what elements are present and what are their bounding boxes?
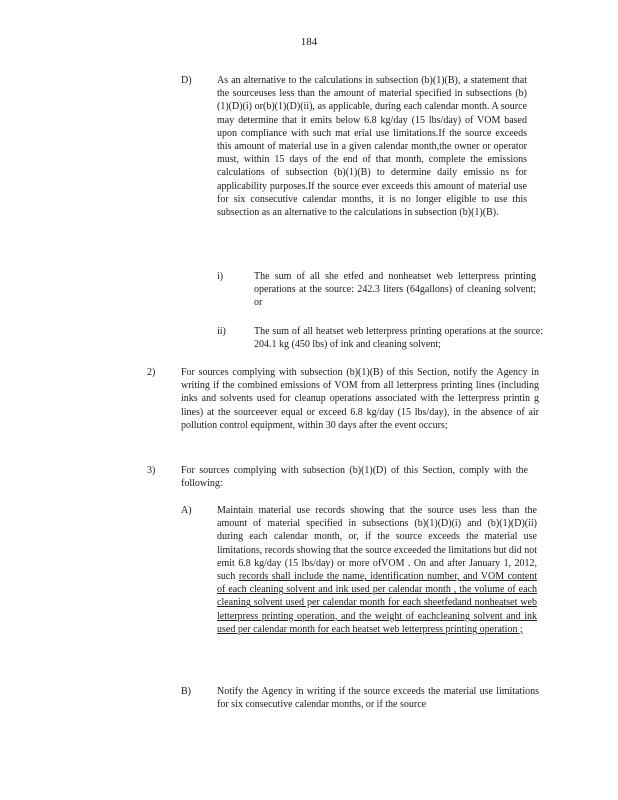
item-d-text: As an alternative to the calculations in subsection (b)(1)(B), a statement that the sourceuses less than the amount of material specified in subsections (b)(1)(D)(i) or(b)(1)(D)(ii), as applicable, during each calendar month. A source may determine that it emits below 6.8 kg/day (15 lbs/day) of VOM based upon compliance with such mat erial use limitations.If the source exceeds this amount of material use in a given calendar month,the owner or operator must, within 15 days of the end of that month, complete the emissions calculations of subsection (b)(1)(B) to determine daily emissio ns for applicability purposes.If the source ever exceeds this amount of material use for six consecutive calendar months, it is no longer eligible to use this subsection as an alternative to the calculations in subsection (b)(1)(B).	[217, 75, 527, 219]
item-3b-text: Notify the Agency in writing if the source exceeds the material use limitations for six consecutive calendar months, or if the source	[217, 686, 539, 711]
item-3-label: 3)	[147, 465, 156, 476]
item-d-ii-text: The sum of all heatset web letterpress printing operations at the source: 204.1 kg (450 lbs) of ink and cleaning solvent;	[254, 326, 543, 351]
item-3a-plain-text: Maintain material use records showing that the source uses less than the amount of material specified in subsections (b)(1)(D)(i) and (b)(1)(D)(ii) during each calendar month, or, if the source exceeds the material use limitations, records showing that the source exceeded the limitations but did not emit 6.8 kg/day (15 lbs/day) or more ofVOM . On and after January 1, 2012, such	[217, 505, 537, 583]
item-d-i-label: i)	[217, 271, 224, 282]
item-d-i-text: The sum of all she etfed and nonheatset web letterpress printing operations at the source: 242.3 liters (64gallons) of cleaning solvent; or	[254, 271, 536, 309]
item-3b-label: B)	[181, 686, 191, 697]
page-number: 184	[300, 36, 318, 48]
item-3-text: For sources complying with subsection (b)(1)(D) of this Section, comply with the following:	[181, 465, 528, 490]
item-2-text: For sources complying with subsection (b)(1)(B) of this Section, notify the Agency in writing if the combined emissions of VOM from all letterpress printing lines (including inks and solvents used for cleanup operations associated with the letterpress printin g lines) at the sourceever equal or exceed 6.8 kg/day (15 lbs/day), in the absence of air pollution control equipment, within 30 days after the event occurs;	[181, 367, 539, 431]
item-2-label: 2)	[147, 367, 156, 378]
item-3a-amendment-text: records shall include the name, identification number, and VOM content of each cleaning solvent and ink used per calendar month , the volume of each cleaning solvent used per calendar month for each sheetfedand nonheatset web letterpress printing operation, and the weight of eachcleaning solvent and ink used per calendar month for each heatset web letterpress printing operation ;	[217, 571, 538, 635]
item-3a-text	[217, 504, 537, 636]
item-3a-label: A)	[181, 505, 192, 516]
item-d-label: D)	[181, 75, 192, 86]
item-d-ii-label: ii)	[217, 326, 226, 337]
